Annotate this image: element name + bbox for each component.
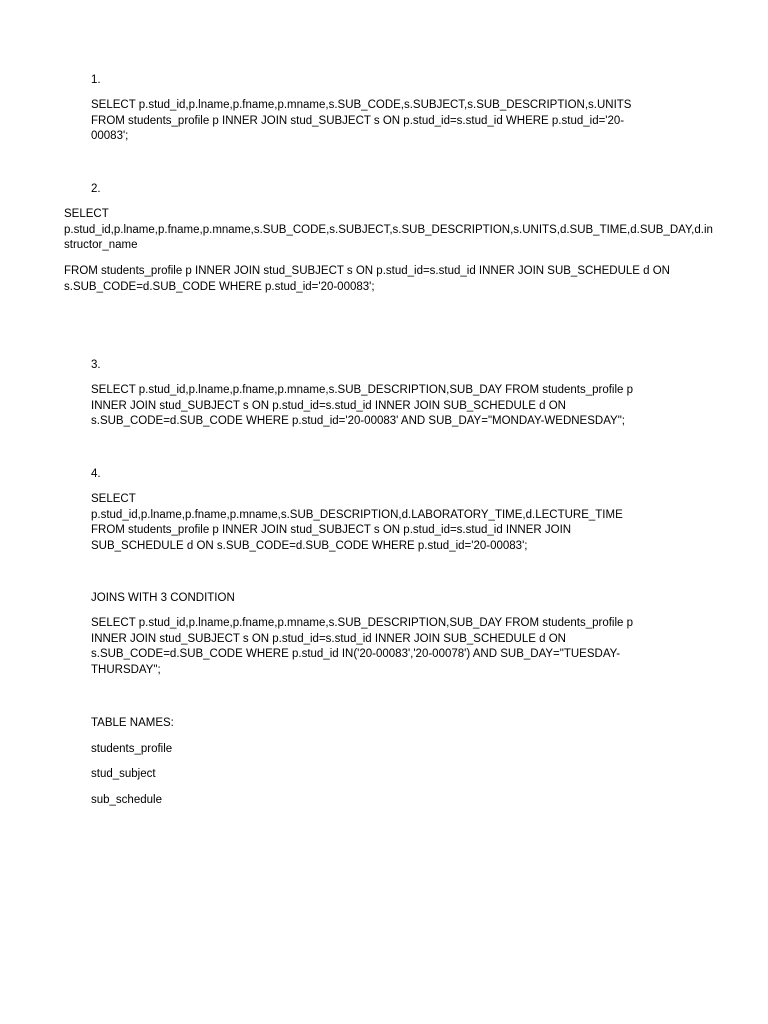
query-1-sql: [91, 98, 631, 145]
sql-line: SELECT: [91, 493, 136, 505]
query-3-number: 3.: [91, 359, 101, 371]
joins-sql: [91, 616, 633, 678]
sql-line: THURSDAY";: [91, 663, 161, 676]
query-2-from: [64, 264, 670, 295]
sql-line: s.SUB_CODE=d.SUB_CODE WHERE p.stud_id='20-00083' AND SUB_DAY="MONDAY-WEDNESDAY";: [91, 415, 625, 428]
joins-heading: JOINS WITH 3 CONDITION: [91, 592, 235, 604]
query-4-sql: [91, 492, 623, 554]
sql-line: INNER JOIN stud_SUBJECT s ON p.stud_id=s.stud_id INNER JOIN SUB_SCHEDULE d ON: [91, 632, 566, 645]
sql-line: FROM students_profile p INNER JOIN stud_SUBJECT s ON p.stud_id=s.stud_id WHERE p.stud_id='20-: [91, 114, 625, 127]
sql-line: FROM students_profile p INNER JOIN stud_SUBJECT s ON p.stud_id=s.stud_id INNER JOIN: [91, 524, 572, 537]
sql-line: structor_name: [64, 239, 138, 252]
sql-line: INNER JOIN stud_SUBJECT s ON p.stud_id=s.stud_id INNER JOIN SUB_SCHEDULE d ON: [91, 399, 566, 412]
sql-line: SELECT: [64, 208, 109, 220]
query-2-number: 2.: [91, 183, 101, 195]
sql-line: FROM students_profile p INNER JOIN stud_SUBJECT s ON p.stud_id=s.stud_id INNER JOIN SUB_SCHEDULE d ON: [64, 265, 670, 277]
table-name-item: stud_subject: [91, 768, 156, 780]
sql-line: p.stud_id,p.lname,p.fname,p.mname,s.SUB_CODE,s.SUBJECT,s.SUB_DESCRIPTION,s.UNITS,d.SUB_TIME,d.SUB_DAY,d.in: [64, 223, 713, 236]
sql-line: s.SUB_CODE=d.SUB_CODE WHERE p.stud_id IN('20-00083','20-00078') AND SUB_DAY="TUESDAY-: [91, 648, 621, 661]
query-1-number: 1.: [91, 74, 101, 86]
table-names-heading: TABLE NAMES:: [91, 717, 174, 729]
sql-line: SELECT p.stud_id,p.lname,p.fname,p.mname,s.SUB_DESCRIPTION,SUB_DAY FROM students_profile p: [91, 617, 634, 629]
query-4-number: 4.: [91, 468, 101, 480]
sql-line: SELECT p.stud_id,p.lname,p.fname,p.mname,s.SUB_CODE,s.SUBJECT,s.SUB_DESCRIPTION,s.UNITS: [91, 99, 632, 111]
sql-line: p.stud_id,p.lname,p.fname,p.mname,s.SUB_DESCRIPTION,d.LABORATORY_TIME,d.LECTURE_TIME: [91, 508, 623, 521]
table-name-item: sub_schedule: [91, 794, 162, 806]
table-name-item: students_profile: [91, 743, 173, 755]
query-3-sql: [91, 383, 633, 430]
query-2-select: [64, 207, 713, 254]
sql-line: s.SUB_CODE=d.SUB_CODE WHERE p.stud_id='20-00083';: [64, 280, 375, 293]
sql-line: SELECT p.stud_id,p.lname,p.fname,p.mname,s.SUB_DESCRIPTION,SUB_DAY FROM students_profile p: [91, 384, 634, 396]
sql-line: 00083';: [91, 130, 129, 143]
sql-line: SUB_SCHEDULE d ON s.SUB_CODE=d.SUB_CODE WHERE p.stud_id='20-00083';: [91, 539, 528, 552]
